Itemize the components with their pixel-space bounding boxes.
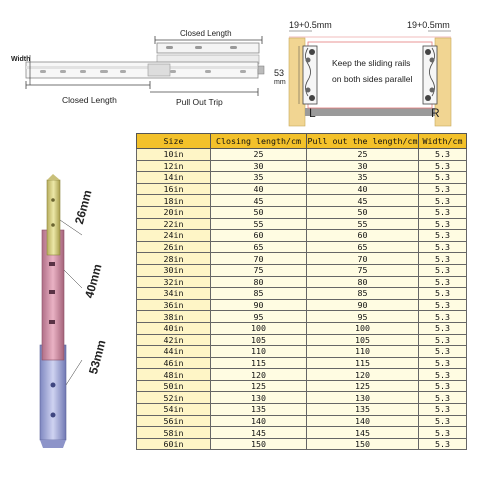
table-row [137,346,467,358]
cell-pull-out-length: 85 [307,288,419,300]
cell-closing-length: 80 [211,276,307,288]
cell-width: 5.3 [419,264,467,276]
cell-width: 5.3 [419,392,467,404]
cell-closing-length: 60 [211,230,307,242]
cell-closing-length: 135 [211,404,307,416]
cell-size: 26in [137,241,211,253]
table-row [137,427,467,439]
table-row [137,357,467,369]
table-row [137,195,467,207]
cell-pull-out-length: 140 [307,415,419,427]
table-row [137,253,467,265]
cell-size: 38in [137,311,211,323]
table-row [137,415,467,427]
header-size: Size [137,134,211,149]
cell-size: 58in [137,427,211,439]
table-row [137,230,467,242]
table-row [137,183,467,195]
cell-size: 42in [137,334,211,346]
cell-size: 30in [137,264,211,276]
cell-closing-length: 125 [211,380,307,392]
cell-closing-length: 70 [211,253,307,265]
cell-pull-out-length: 110 [307,346,419,358]
cell-pull-out-length: 80 [307,276,419,288]
right-side-label: R [431,106,440,120]
cell-width: 5.3 [419,322,467,334]
cell-pull-out-length: 145 [307,427,419,439]
cell-pull-out-length: 95 [307,311,419,323]
width-label: Width [11,56,31,63]
cell-pull-out-length: 130 [307,392,419,404]
cell-closing-length: 75 [211,264,307,276]
cell-closing-length: 110 [211,346,307,358]
cell-size: 46in [137,357,211,369]
cell-pull-out-length: 105 [307,334,419,346]
cell-closing-length: 90 [211,299,307,311]
cell-pull-out-length: 45 [307,195,419,207]
cell-closing-length: 35 [211,172,307,184]
cell-width: 5.3 [419,206,467,218]
cell-pull-out-length: 135 [307,404,419,416]
rail-dim-26: 26mm [72,188,95,226]
cell-closing-length: 50 [211,206,307,218]
pull-out-trip-label: Pull Out Trip [176,97,223,107]
table-row [137,288,467,300]
rail-dim-53: 53mm [86,338,109,376]
cell-closing-length: 85 [211,288,307,300]
cell-width: 5.3 [419,299,467,311]
header-pull-out-length: Pull out the length/cm [307,134,419,149]
cell-size: 60in [137,438,211,450]
cell-closing-length: 100 [211,322,307,334]
table-body [137,149,467,450]
table-row [137,264,467,276]
height-label: 53 [274,68,285,78]
cell-size: 52in [137,392,211,404]
table-row [137,380,467,392]
table-row [137,299,467,311]
left-gap-label: 19+0.5mm [289,20,332,30]
cell-size: 24in [137,230,211,242]
rail-photo [20,170,110,470]
cell-width: 5.3 [419,149,467,161]
height-unit: mm [274,79,286,86]
table-row [137,369,467,381]
cell-size: 10in [137,149,211,161]
cell-width: 5.3 [419,195,467,207]
cell-width: 5.3 [419,438,467,450]
cell-width: 5.3 [419,380,467,392]
table-row [137,322,467,334]
cell-width: 5.3 [419,346,467,358]
closed-length-top-label: Closed Length [180,29,232,38]
right-gap-label: 19+0.5mm [407,20,450,30]
cell-closing-length: 30 [211,160,307,172]
parallel-note-line2: on both sides parallel [332,74,413,84]
cell-size: 14in [137,172,211,184]
table-row [137,404,467,416]
cell-closing-length: 140 [211,415,307,427]
header-closing-length: Closing length/cm [211,134,307,149]
table-row [137,392,467,404]
table-row [137,438,467,450]
cell-pull-out-length: 65 [307,241,419,253]
table-row [137,160,467,172]
cell-size: 34in [137,288,211,300]
cell-pull-out-length: 25 [307,149,419,161]
cell-closing-length: 145 [211,427,307,439]
cell-pull-out-length: 40 [307,183,419,195]
cell-pull-out-length: 90 [307,299,419,311]
cell-closing-length: 115 [211,357,307,369]
table-row [137,172,467,184]
cell-size: 50in [137,380,211,392]
cell-closing-length: 95 [211,311,307,323]
table-row [137,218,467,230]
cell-width: 5.3 [419,311,467,323]
cell-pull-out-length: 115 [307,357,419,369]
cell-size: 40in [137,322,211,334]
cell-closing-length: 130 [211,392,307,404]
table-row [137,334,467,346]
cell-closing-length: 55 [211,218,307,230]
cell-pull-out-length: 50 [307,206,419,218]
cell-size: 48in [137,369,211,381]
cell-size: 44in [137,346,211,358]
closed-length-label: Closed Length [62,95,117,105]
cell-closing-length: 45 [211,195,307,207]
cell-closing-length: 40 [211,183,307,195]
cell-width: 5.3 [419,276,467,288]
cell-pull-out-length: 30 [307,160,419,172]
table-row [137,241,467,253]
cell-pull-out-length: 70 [307,253,419,265]
cell-pull-out-length: 100 [307,322,419,334]
cell-width: 5.3 [419,253,467,265]
cell-size: 36in [137,299,211,311]
cell-closing-length: 25 [211,149,307,161]
size-spec-table [136,133,467,450]
cell-pull-out-length: 75 [307,264,419,276]
table-header-row [137,134,467,149]
parallel-note-line1: Keep the sliding rails [332,58,411,68]
cell-closing-length: 105 [211,334,307,346]
cell-pull-out-length: 35 [307,172,419,184]
rail-length-diagram [0,0,272,126]
left-side-label: L [309,106,316,120]
cell-size: 12in [137,160,211,172]
cell-width: 5.3 [419,369,467,381]
cell-size: 28in [137,253,211,265]
cell-pull-out-length: 150 [307,438,419,450]
rail-dim-40: 40mm [82,262,105,300]
cell-size: 16in [137,183,211,195]
cell-pull-out-length: 125 [307,380,419,392]
cell-size: 22in [137,218,211,230]
header-width: Width/cm [419,134,467,149]
cell-pull-out-length: 60 [307,230,419,242]
table-row [137,276,467,288]
cell-width: 5.3 [419,404,467,416]
cell-width: 5.3 [419,427,467,439]
cell-width: 5.3 [419,160,467,172]
cell-width: 5.3 [419,172,467,184]
cell-pull-out-length: 120 [307,369,419,381]
cell-closing-length: 65 [211,241,307,253]
cell-width: 5.3 [419,241,467,253]
cell-width: 5.3 [419,334,467,346]
cell-width: 5.3 [419,288,467,300]
cell-size: 56in [137,415,211,427]
cell-width: 5.3 [419,357,467,369]
table-row [137,206,467,218]
cell-size: 18in [137,195,211,207]
cell-closing-length: 120 [211,369,307,381]
table-row [137,311,467,323]
cell-pull-out-length: 55 [307,218,419,230]
cell-width: 5.3 [419,415,467,427]
table-row [137,149,467,161]
cell-width: 5.3 [419,218,467,230]
cell-closing-length: 150 [211,438,307,450]
cell-size: 54in [137,404,211,416]
cell-width: 5.3 [419,183,467,195]
cell-size: 32in [137,276,211,288]
cell-size: 20in [137,206,211,218]
cell-width: 5.3 [419,230,467,242]
